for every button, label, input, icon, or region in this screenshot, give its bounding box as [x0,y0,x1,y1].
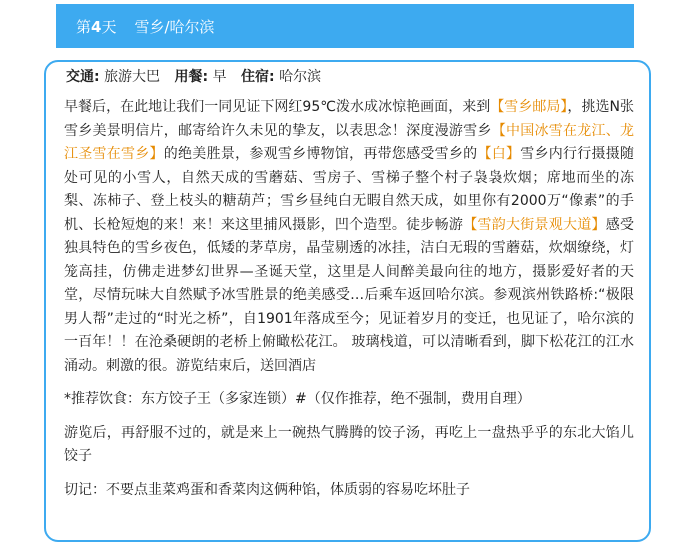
meal-label: 用餐: [174,69,209,85]
day-header [56,4,634,48]
highlight-post-office: 【雪乡邮局】 [490,99,568,115]
transport-label: 交通: [66,69,100,85]
day-label: 第4天 [76,17,117,36]
meta-row [66,66,331,88]
stay-label: 住宿: [241,69,275,85]
description-paragraph: 早餐后，在此地让我们一同见证下网红95℃泼水成冰惊艳画面，来到【雪乡邮局】，挑选N张雪乡美景明信片，邮寄给许久未见的挚友，以表思念！深度漫游雪乡【中国冰雪在龙江、龙江圣雪在雪乡】的绝美胜景，参观雪乡博物馆，再带您感受雪乡的【白】雪乡内行行摄摄随处可见的小雪人，自然天成的雪蘑菇、雪房子、雪梯子整个村子袅袅炊烟；席地而坐的冻梨、冻柿子、登上枝头的糖葫芦；雪乡昼纯白无暇自然天成，如里你有2000万“像素”的手机、长枪短炮的来！来！来这里捕风摄影，凹个造型。徒步畅游【雪韵大街景观大道】感受独具特色的雪乡夜色，低矮的茅草房，晶莹剔透的冰挂，洁白无瑕的雪蘑菇，炊烟缭绕，灯笼高挂，仿佛走进梦幻世界—圣诞天堂，这里是人间醉美最向往的地方，摄影爱好者的天堂，尽情玩味大自然赋予冰雪胜景的绝美感受…后乘车返回哈尔滨。参观滨州铁路桥:“极限男人帮”走过的“时光之桥”，自1901年落成至今；见证着岁月的变迁，也见证了，哈尔滨的一百年！！在沧桑硬朗的老桥上俯瞰松花江。 玻璃栈道，可以清晰看到，脚下松花江的江水涌动。刺激的很。游览结束后，送回酒店 [64,99,635,374]
itinerary-content [64,96,634,502]
itinerary-card [44,60,651,542]
transport-value: 旅游大巴 [104,69,161,85]
meal-value: 早 [212,69,227,85]
food-recommendation: *推荐饮食：东方饺子王（多家连锁）#（仅作推荐，绝不强制，费用自理） [64,391,531,407]
route-title: 雪乡/哈尔滨 [134,17,215,36]
after-tour-paragraph: 游览后，再舒服不过的，就是来上一碗热气腾腾的饺子汤，再吃上一盘热乎乎的东北大馅儿饺子 [64,424,634,464]
highlight-snow-street: 【雪韵大街景观大道】 [463,216,606,233]
reminder-paragraph: 切记：不要点韭菜鸡蛋和香菜肉这俩种馅，体质弱的容易吃坏肚子 [64,481,470,498]
highlight-snow-slogan: 【中国冰雪在龙江、龙江圣雪在雪乡】 [64,122,635,162]
highlight-white: 【白】 [477,146,521,162]
stay-value: 哈尔滨 [279,69,322,85]
